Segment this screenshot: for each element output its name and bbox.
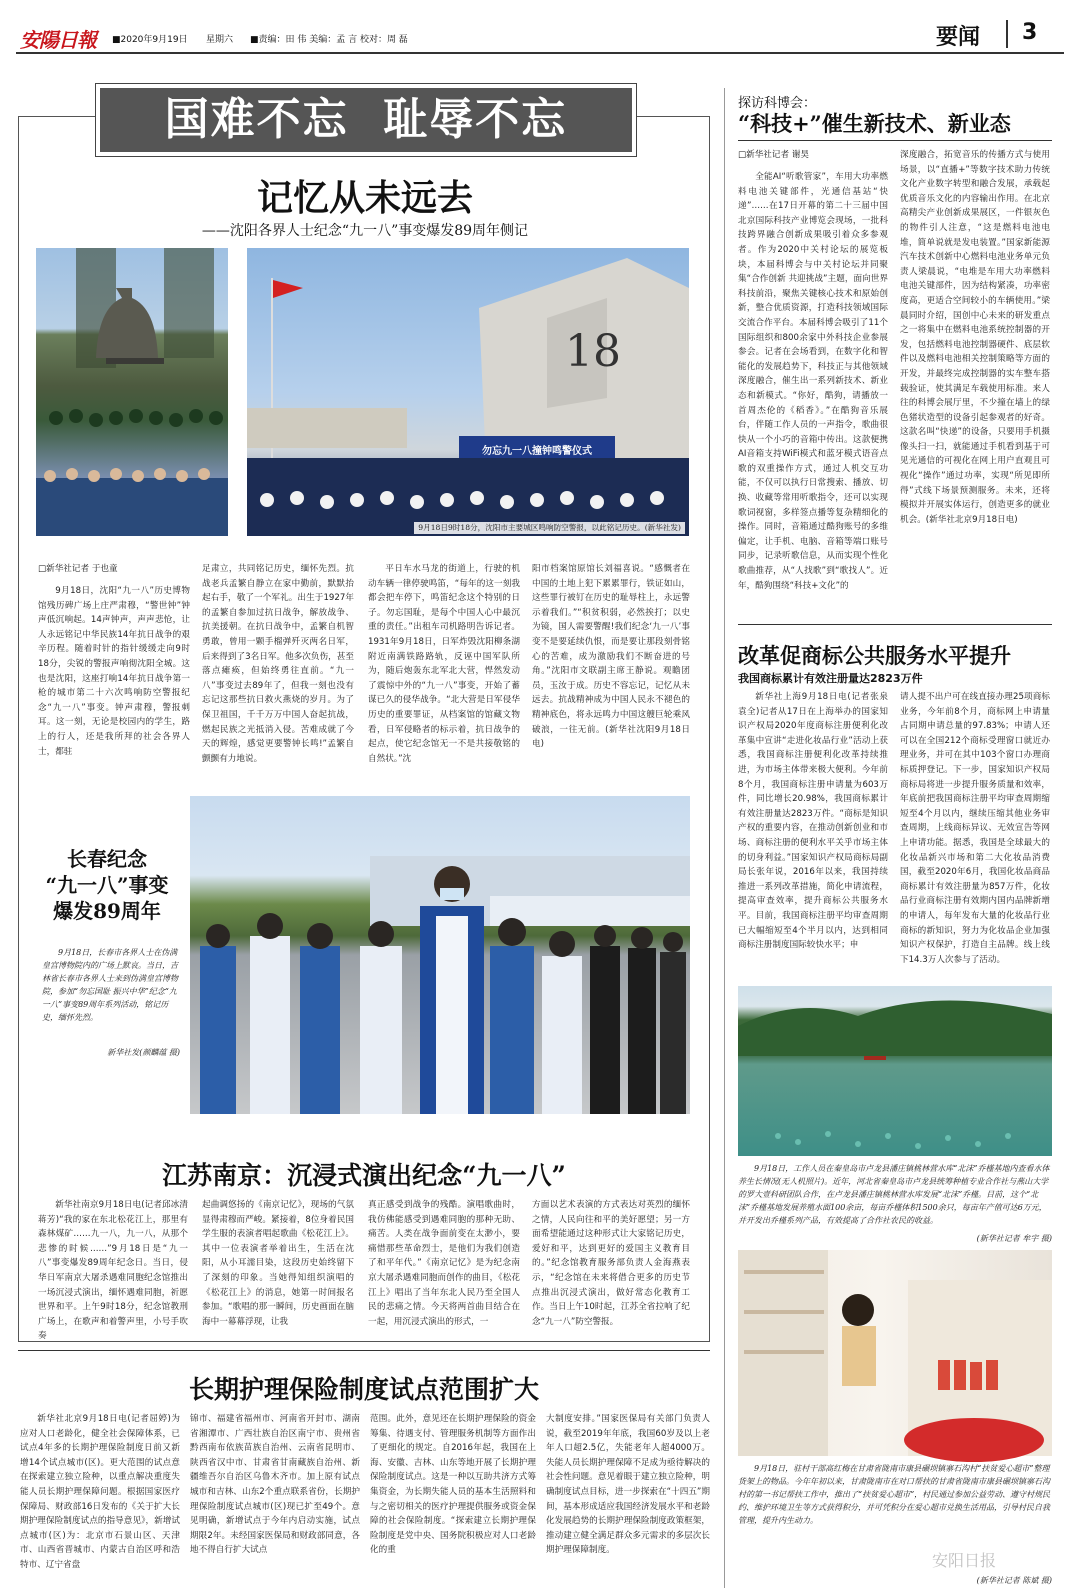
trademark-column-2: 请人提不出户可在线直接办理25项商标业务，今年前8个月，商标网上申请量占同期申请总量的97.83%；申请人还可以在全国212个商标受理窗口就近办理业务，并可在其中103个窗口办理商标质押登记。下一步，国家知识产权局商标局将进一步提升服务质量和效率，年底前把我国商标注册平均审查周期缩短至4个月以内，继续压缩其他业务审查周期，上线商标异议、无效宣告等网上申请功能。据悉，我国是全球最大的化妆品新兴市场和第二大化妆品消费国，截至2020年6月，我国化妆品商品商标累计有效注册量为857万件，化妆品行业商标注册有效期内国内品牌新增的申请人，每年发布大量的化妆品行业商标的新知识，努力为化妆品企业加强知识产权保护，打造自主品牌。线上线下14.3万人次参与了活动。 (900, 692, 1050, 965)
lead-column-4: 阳市档案馆原馆长刘福喜说。“感慨者在中国的土地上犯下累累罪行，铁证如山，这些罪行被钉在历史的耻辱柱上，永远警示着我们。”“积贫积弱，必然挨打；以史为镜，国人需要警醒!我们纪念‘九一八’事变不是要延续仇恨，而是要让那段刻骨铭心的苦难，成为激励我们不断奋进的号角。”沈阳市文联副主席王静说。观瞻团员，玉汝于成。历史不容忘记，记忆从未远去。抗战精神成为中国人民永不褪色的精神底色，将永远鸣力中国这艘巨轮乘风破浪，一往无前。(新华社沈阳9月18日电) (532, 564, 690, 750)
newspaper-watermark: 安阳日报 (932, 1551, 997, 1570)
insurance-top-rule (18, 1350, 710, 1351)
lead-photo-caption: 9月18日9时18分，沈阳市主要城区鸣响防空警报，以此铭记历史。(新华社发) (414, 522, 685, 534)
reservoir-caption: 9月18日，工作人员在秦皇岛市卢龙县潘庄镇桃林营水库“北沫”乔槿基地内查看水体养生长情况(无人机照片)。近年，河北省秦皇岛市卢龙县统筹种植专业合作社与燕山大学的罗大壹科研团队合作，在卢龙县潘庄镇桃林营水库发展“北沫”乔槿。目前，这个“北沫”乔槿基地发展养殖水面100余亩，每亩乔槿体积1500余只，每亩年产值可达6万元，并开发出乔槿系列产品，有效提高了合作社农民的收益。 (738, 1164, 1050, 1225)
reservoir-credit: (新华社记者 牟宇 摄) (976, 1234, 1052, 1243)
issue-date: ■2020年9月19日 (112, 35, 188, 45)
nanjing-column-1: 新华社南京9月18日电(记者邱冰清 蒋芳)“我的家在东北松花江上，那里有森林煤矿……九一八，九一八，从那个悲惨的时候……”9月18日是“九一八”事变爆发89周年纪念日。当日，侵华日军南京大屠杀遇难同胞纪念馆推出一场沉浸式演出，缅怀遇难同胞，祈愿世界和平。上午9时18分，纪念馆教刑广场上，在歌声和着警声里，小号手吹奏 (38, 1200, 188, 1342)
bell-ceremony-photo (36, 248, 228, 536)
supermarket-illustration (738, 1250, 1052, 1456)
nanjing-title: 江苏南京：沉浸式演出纪念“九一八” (162, 1161, 566, 1190)
changchun-credit: 新华社发(颜麟蕴 摄) (107, 1048, 180, 1057)
reservoir-illustration (738, 986, 1052, 1156)
tech-title-rule (738, 140, 1052, 141)
changchun-title (32, 846, 182, 924)
lead-column-2: 足肃立，共同铭记历史，缅怀先烈。抗战老兵孟繁自静立在家中勤前，默默抬起右手，敬了一个军礼。出生于1927年的孟繁自参加过抗日战争，解放战争、抗美援朝。在抗日战争中，孟繁自机智勇敢，曾用一颗手榴弹歼灭两名日军，后来得到了3名日军。他多次负伤，甚至落点瘫痪，但始终勇往直前。“九一八”事变过去89年了，但我一刻也没有忘记这那些抗日救火燕烧的岁月。为了保卫祖国，千千万万中国人奋起抗战，燃起民族之光抵消入侵。苦难成就了今天的辉煌，感觉更要警钟长鸣!”孟繁自颤颤有力地说。 (202, 564, 354, 764)
trademark-subtitle: 我国商标累计有效注册量达2823万件 (738, 672, 923, 685)
changchun-title-line-1: 长春纪念 (67, 847, 147, 871)
ceremony-banner-text: 勿忘九一八撞钟鸣警仪式 (482, 446, 592, 457)
tech-column-1: 全能AI“听歌管家”，车用大功率燃料电池关键部件，光通信基站“快递”……在17日开幕的第二十三届中国北京国际科技产业博览会现场，一批科技跨界融合创新成果吸引着众多参观者。作为2020中关村论坛的展览板块，本届科博会与中关村论坛并同聚集“合作创新 共迎挑战”主题，面向世界科技前沿，聚焦关键核心技术和原始创新，整合优质资源，打造科技领域国际交流合作平台。本届科博会吸引了11个国际组织和800余家中外科技企业参展参会。记者在会场看到，在数字化和智能化的发展趋势下，科技正与其他领域深度融合，催生出一系列新技术、新业态和新模式。“你好，酷狗，请播放一首周杰伦的《稻香》。”在酷狗音乐展台，伴随工作人员的一声指令，歌曲很快从一个小巧的音箱中传出。这款便携AI音箱支持WiFi模式和蓝牙模式语音点歌的双重操作方式，通过人机交互功能，不仅可以执行日常搜索、播放、切换、收藏等常用听歌指令，还可以实现歌词视窗，多样签点播等复杂精细化的操作。同时，音箱通过酷狗账号的多维偏定，让手机、电脑、音箱等端口账号同步，记录听歌信息，从而实现个性化歌曲推荐，从“人找歌”到“歌找人”。近年，酷狗围绕“科技+文化”的 (738, 172, 888, 591)
lead-title: 记忆从未远去 (256, 177, 473, 219)
bell-ceremony-illustration (36, 248, 228, 536)
masthead-rule (16, 52, 1064, 54)
students-illustration (190, 796, 690, 1114)
changchun-students-photo (190, 796, 690, 1114)
insurance-column-2: 锦市、福建省福州市、河南省开封市、湖南省湘潭市、广西壮族自治区南宁市、贵州省黔西南布依族苗族自治州、云南省昆明市、陕西省汉中市、甘肃省甘南藏族自治州、新疆维吾尔自治区乌鲁木齐市。加上原有试点城市和吉林、山东2个重点联系省份，长期护理保险制度试点城市(区)现已扩至49个。意见明确，新增试点于今年内启动实施，试点期限2年。未经国家医保局和财政部同意，各地不得自行扩大试点 (190, 1414, 360, 1556)
monument-illustration (247, 248, 689, 536)
changchun-caption: 9月18日，长春市各界人士在伪满皇宫博物院内的广场上默哀。当日，吉林省长春市各界人士来到伪满皇宫博物院，参加“勿忘国耻 振兴中华”纪念“九一八”事变89周年系列活动，铭记历史，缅怀先烈。 (42, 948, 178, 1022)
section-name: 要闻 (936, 25, 981, 50)
tech-kicker: 探访科博会： (738, 96, 817, 111)
editor-credits: ■责编：田 伟 美编：孟 言 校对：周 磊 (250, 35, 408, 45)
trademark-column-1: 新华社上海9月18日电(记者张泉 袁全)记者从17日在上海举办的国家知识产权局2020年度商标注册便利化改革集中宣讲“走进化妆品行业”活动上获悉，我国商标注册便利化改革持续推进，为市场主体带来极大便利。今年前8个月，我国商标注册申请量为603万件，同比增长20.98%，我国商标累计有效注册量达2823万件。“商标是知识产权的重要内容，在推动创新创业和市场、商标注册的便利水平关乎市场主体的切身利益。”国家知识产权局商标局副局长张年说，2016年以来，我国持续推进一系列改革措施，简化申请流程，提高审查效率，提升商标公共服务水平。目前，我国商标注册平均审查周期已大幅缩短至4个半月以内，达到相同商标注册制度国际较快水平；申 (738, 692, 888, 951)
lead-byline: □新华社记者 于也童 (38, 564, 118, 574)
issue-weekday: 星期六 (206, 35, 234, 45)
page-number: 3 (1022, 20, 1038, 45)
newspaper-logo: 安陽日報 (20, 28, 96, 52)
nanjing-column-3: 真正感受到战争的残酷。演唱歌曲时，我仿佛能感受到遇难同胞的那种无助、痛苦。人类在战争面前变在太渺小，要痛惜那些革命烈士，是他们为我们创造了和平年代。”《南京记忆》是为纪念南京大屠杀遇难同胞而创作的曲目，《松花江上》唱出了当年东北人民乃至全国人民的悲痛之情。今天将两首曲目结合在一起，用沉浸式演出的形式，一 (368, 1200, 520, 1327)
trademark-top-rule (738, 624, 1052, 625)
tech-column-2: 深度融合，拓宽音乐的传播方式与使用场景，以“直播+”等数字技术助力传统文化产业数字转型和融合发展，承载起优质音乐文化的内容输出作用。在北京高精尖产业创新成果展区，一件银灰色的物件引人注意，“这是燃料电池电堆，简单说就是发电装置。”国家新能源汽车技术创新中心燃料电池业务单元负责人梁晨说，“电堆是车用大功率燃料电池关键部件，因为结构紧凑，功率密度高，更适合空间较小的车辆使用。”梁晨同时介绍，国创中心未来的研发重点之一将集中在燃料电池系统控制器的开发，包括燃料电池控制器硬件、底层软件以及燃料电池相关控制策略等方面的开发，并最终完成控制器的实车整车搭载验证，使其满足车载使用标准。来人往的科博会展厅里，不少撞在墙上的绿色猪状造型的设备引起参观者的好奇。这款名叫“快递”的设备，只要用手机摄像头扫一扫，就能通过手机看到基于可见光通信的可视化在网上用户直观且可视化“操作”通过功率，实现“所见即所得”式线下场景预测服务。未来，还将模拟并开展实体运行，创造更多的就业机会。(新华社北京9月18日电) (900, 150, 1050, 525)
insurance-column-3: 范围。此外，意见还在长期护理保险的资金筹集、待遇支付、管理服务机制等方面作出了更细化的规定。自2016年起，我国在上海、安徽、吉林、山东等地开展了长期护理保险制度试点。这是一种以互助共济方式筹集资金，为长期失能人员的基本生活照料和与之密切相关的医疗护理提供服务或资金保障的社会保险制度。“探索建立长期护理保险制度是党中央、国务院积极应对人口老龄化的重 (370, 1414, 536, 1556)
reservoir-photo (738, 986, 1052, 1156)
lead-banner (96, 84, 636, 156)
supermarket-credit: (新华社记者 陈斌 摄) (976, 1576, 1052, 1585)
changchun-title-line-3: 爆发89周年 (53, 899, 161, 923)
tech-title: “科技+”催生新技术、新业态 (738, 111, 1011, 136)
svg-text:18: 18 (565, 326, 621, 377)
changchun-title-line-2: “九一八”事变 (45, 873, 169, 897)
section-divider (1006, 20, 1008, 48)
insurance-title: 长期护理保险制度试点范围扩大 (188, 1375, 539, 1404)
poverty-supermarket-photo (738, 1250, 1052, 1456)
insurance-column-4: 大制度安排。”国家医保局有关部门负责人说，截至2019年年底，我国60岁及以上老年人口超2.5亿，失能老年人超4000万。失能人员长期护理保障不足成为亟待解决的社会性问题。意见着眼于建立独立险种，明确制度试点目标，进一步探索在“十四五”期间，基本形成适应我国经济发展水平和老龄化发展趋势的长期护理保险制度政策框架，推动建立健全满足群众多元需求的多层次长期护理保障制度。 (546, 1414, 710, 1556)
lead-column-3: 平日车水马龙的街道上，行驶的机动车辆一律停驶鸣笛，“每年的这一刻我都会把车停下，鸣笛纪念这个特别的日子。勿忘国耻，是每个中国人心中最沉重的责任。”出租车司机路明告诉记者。1931年9月18日，日军炸毁沈阳柳条湖附近南满铁路路轨，反诬中国军队所为，随后炮轰东北军北大营，悍然发动了震惊中外的“九一八”事变，开始了蓄谋已久的侵华战争。“北大营是日军侵华历史的重要罪证，从档案馆的馆藏文物看，日军侵略者的标示着，抗日战争的起点，使它纪念馆无一不是共接敬铭的自然状。”沈 (368, 564, 520, 764)
tech-byline: □新华社记者 谢昊 (738, 150, 810, 160)
nanjing-column-4: 方面以艺术表演的方式表达对英烈的缅怀之情，人民向往和平的美好愿望；另一方面希望能通过这种形式让大家铭记历史，爱好和平，达到更好的爱国主义教育目的。”纪念馆教育服务部负责人金海燕表示，“纪念馆在未来将借合更多的历史节点推出沉浸式演出，做好常态化教育工作。当日上午10时起，江苏全省拉响了纪念“九一八”防空警报。 (532, 1200, 690, 1327)
column-separator (724, 88, 725, 1588)
lead-column-1: 9月18日，沈阳“九一八”历史博物馆残历碑广场上庄严肃穆，“警世钟”钟声低沉响起。14声钟声，声声悲怆，让人永远铭记中华民族14年抗日战争的艰辛历程。随着时针的指针缓缓走向9时18分，尖锐的警报声响彻沈阳全城。这也是沈阳，这座打响14年抗日战争第一枪的城市第二十六次鸣响防空警报纪念“九一八”事变。钟声肃穆，警报刺耳。这一刻，无论是校园内的学生，路上的行人，还是我所拜的社会各界人士，都驻 (38, 586, 190, 757)
trademark-title: 改革促商标公共服务水平提升 (738, 643, 1011, 668)
nanjing-column-2: 起曲调悠扬的《南京记忆》，现场的气氛显得肃穆而严峻。紧接着，8位身着民国学生服的表演者唱起歌曲《松花江上》。其中一位表演者举着出生，生活在沈阳，从小耳濡目染，这段历史始终留下了深刻的印象。当她得知组织演唱的《松花江上》的消息，她第一时间报名参加。“歌唱的那一瞬间，历史画面在脑海中一幕幕浮现，让我 (202, 1200, 354, 1327)
supermarket-caption: 9月18日，驻村干部高红梅在甘肃省陇南市康县碾坝镇寨石沟村“扶贫爱心超市”整理货架上的物品。今年年初以来，甘肃陇南市在对口帮扶的甘肃省陇南市康县碾坝镇寨石沟村的第一书记帮扶工作中，推出了“扶贫爱心超市”，村民通过参加公益劳动、遵守村规民约、维护环境卫生等方式获得积分，并可凭积分在爱心超市兑换生活用品，引导村民自我管理，提升内生动力。 (738, 1464, 1051, 1525)
monument-ceremony-photo (247, 248, 689, 536)
masthead (16, 20, 1064, 52)
lead-banner-text: 国难不忘 耻辱不忘 (164, 94, 568, 145)
lead-subtitle: ——沈阳各界人士纪念“九一八”事变爆发89周年侧记 (201, 223, 529, 239)
insurance-column-1: 新华社北京9月18日电(记者屈婷)为应对人口老龄化，健全社会保障体系，已试点4年多的长期护理保险制度日前又新增14个试点城市(区)。更大范围的试点意在探索建立独立险种，以重点解决重度失能人员长期护理保障问题。根据国家医疗保障局、财政部16日发布的《关于扩大长期护理保险制度试点的指导意见》，新增试点城市(区)为：北京市石景山区、天津市、山西省晋城市、内蒙古自治区呼和浩特市、辽宁省盘 (20, 1414, 180, 1570)
